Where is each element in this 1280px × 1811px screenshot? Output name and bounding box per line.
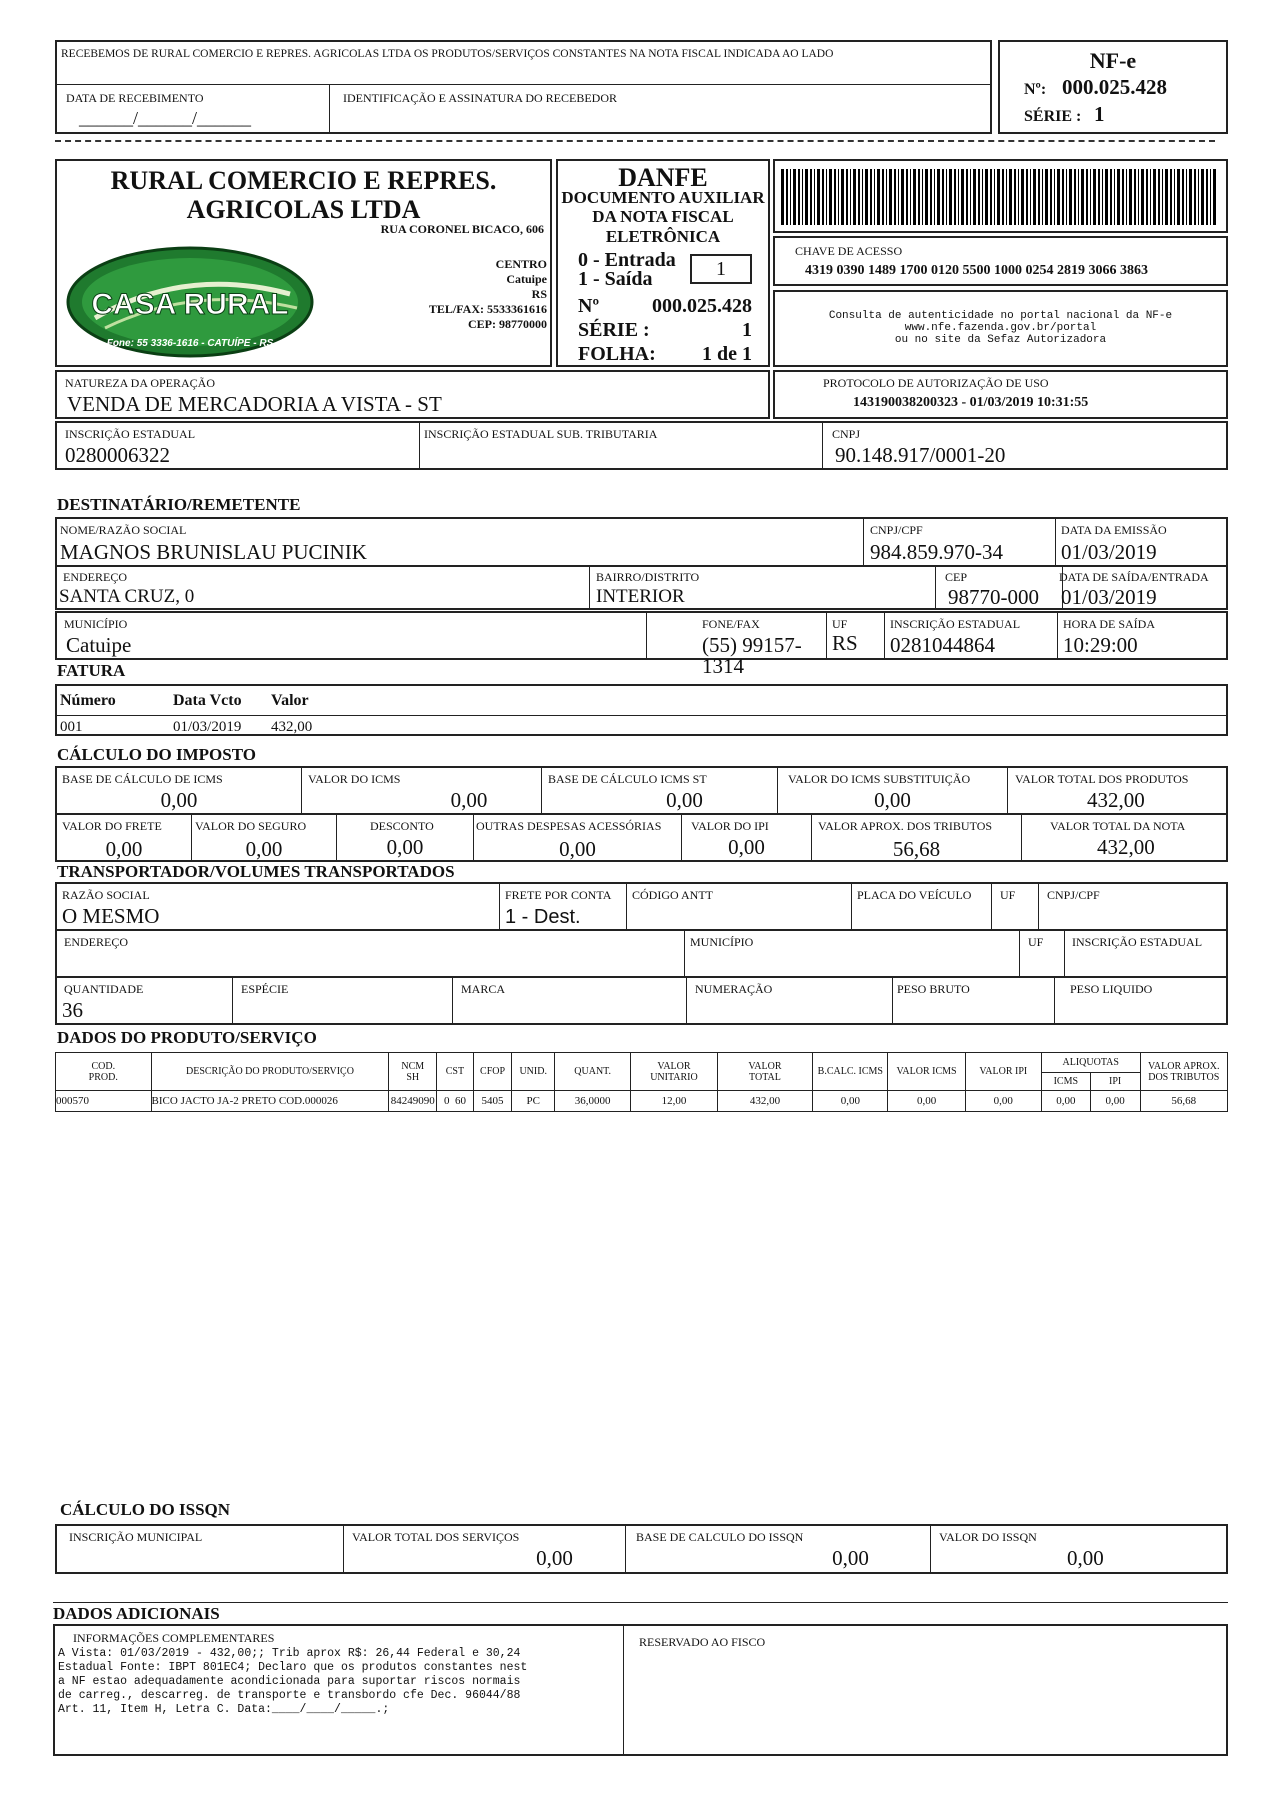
issqn-box <box>55 1524 1228 1574</box>
dest-emissao: 01/03/2019 <box>1061 540 1157 564</box>
issqn-im-label: INSCRIÇÃO MUNICIPAL <box>69 1530 203 1544</box>
destinatario-section: DESTINATÁRIO/REMETENTE <box>57 495 301 514</box>
transportador-section: TRANSPORTADOR/VOLUMES TRANSPORTADOS <box>57 862 455 881</box>
fatura-section: FATURA <box>57 661 126 680</box>
protocolo-box <box>773 370 1228 419</box>
transp-antt-label: CÓDIGO ANTT <box>632 888 713 902</box>
cnpj-valor: 90.148.917/0001-20 <box>835 443 1006 467</box>
transp-placa-label: PLACA DO VEÍCULO <box>857 888 972 902</box>
consulta-linha-2[interactable]: www.nfe.fazenda.gov.br/portal <box>904 322 1097 334</box>
total-nota: 432,00 <box>1097 835 1155 859</box>
consulta-linha-1: Consulta de autenticidade no portal nacional da NF-e <box>828 310 1173 322</box>
natureza-valor: VENDA DE MERCADORIA A VISTA - ST <box>67 392 442 416</box>
nfe-serie-label: SÉRIE : <box>1024 108 1082 125</box>
dest-endereco-label: ENDEREÇO <box>63 570 127 584</box>
emitente-cidade: Catuipe <box>506 272 547 286</box>
emitente-telefone: TEL/FAX: 5533361616 <box>428 302 547 316</box>
th-quant: QUANT. <box>555 1053 631 1091</box>
adicionais-section: DADOS ADICIONAIS <box>53 1604 220 1623</box>
emitente-uf: RS <box>531 287 547 301</box>
danfe-numero: 000.025.428 <box>652 295 752 317</box>
outras: 0,00 <box>559 837 596 861</box>
issqn-serv-label: VALOR TOTAL DOS SERVIÇOS <box>352 1530 520 1544</box>
dest-ie: 0281044864 <box>890 633 995 657</box>
consulta-box <box>773 290 1228 367</box>
emitente-endereco: RUA CORONEL BICACO, 606 <box>380 222 544 236</box>
dest-bairro-label: BAIRRO/DISTRITO <box>596 570 700 584</box>
bc-st-label: BASE DE CÁLCULO ICMS ST <box>548 772 707 786</box>
natureza-label: NATUREZA DA OPERAÇÃO <box>65 376 216 390</box>
issqn-iss-label: VALOR DO ISSQN <box>939 1530 1037 1544</box>
danfe-tipo: 1 <box>716 258 726 280</box>
transp-marca-label: MARCA <box>461 982 506 996</box>
item-bcalc: 0,00 <box>813 1091 888 1112</box>
issqn-section: CÁLCULO DO ISSQN <box>60 1500 231 1519</box>
icms-label: VALOR DO ICMS <box>308 772 401 786</box>
danfe-title: DANFE <box>618 163 708 192</box>
fatura-data: 01/03/2019 <box>173 719 242 735</box>
item-vtotal: 432,00 <box>717 1091 813 1112</box>
issqn-serv: 0,00 <box>536 1546 573 1570</box>
danfe-sub-1: DOCUMENTO AUXILIAR <box>561 188 765 207</box>
dest-endereco: SANTA CRUZ, 0 <box>59 586 195 607</box>
transp-numeracao-label: NUMERAÇÃO <box>695 982 773 996</box>
info-linha-2: Estadual Fonte: IBPT 801EC4; Declaro que os produtos constantes nest <box>58 1661 528 1674</box>
fatura-valor: 432,00 <box>271 719 313 735</box>
info-linha-5: Art. 11, Item H, Letra C. Data:____/____/_____.; <box>58 1703 390 1716</box>
transp-qtd: 36 <box>62 998 83 1022</box>
desconto-label: DESCONTO <box>370 819 434 833</box>
dest-bairro: INTERIOR <box>596 586 685 607</box>
casa-rural-logo <box>65 246 315 358</box>
fatura-box <box>55 684 1228 736</box>
dest-cep-label: CEP <box>945 570 968 584</box>
dest-cnpj-label: CNPJ/CPF <box>870 523 923 537</box>
icms-st: 0,00 <box>874 788 911 812</box>
transp-municipio-label: MUNICÍPIO <box>690 935 754 949</box>
dest-uf: RS <box>832 631 858 655</box>
dest-hora: 10:29:00 <box>1063 633 1138 657</box>
protocolo-valor: 143190038200323 - 01/03/2019 10:31:55 <box>853 395 1089 410</box>
barcode-icon <box>781 169 1221 225</box>
nfe-title: NF-e <box>1089 48 1137 73</box>
adicionais-box <box>53 1624 1228 1756</box>
transp-razao-label: RAZÃO SOCIAL <box>62 888 150 902</box>
danfe-entrada: 0 - Entrada <box>578 249 676 271</box>
danfe-folha-label: FOLHA: <box>578 343 656 365</box>
logo-subtext: Fone: 55 3336-1616 - CATUÍPE - RS <box>106 338 274 349</box>
transp-row-3 <box>55 976 1228 1025</box>
th-aliq-icms: ICMS <box>1041 1073 1090 1091</box>
th-cst: CST <box>437 1053 474 1091</box>
th-vtotal: VALOR TOTAL <box>717 1053 813 1091</box>
emitente-box <box>55 159 552 367</box>
transp-frete-label: FRETE POR CONTA <box>505 888 612 902</box>
nfe-serie: 1 <box>1094 102 1105 126</box>
th-aliq-ipi: IPI <box>1090 1073 1140 1091</box>
dest-saida: 01/03/2019 <box>1061 585 1157 609</box>
dest-municipio-label: MUNICÍPIO <box>64 617 128 631</box>
item-cfop: 5405 <box>473 1091 512 1112</box>
transp-uf2-label: UF <box>1028 935 1044 949</box>
item-ncm: 84249090 <box>389 1091 437 1112</box>
th-ncm: NCM SH <box>389 1053 437 1091</box>
seguro: 0,00 <box>245 837 283 861</box>
fatura-h-data: Data Vcto <box>173 692 242 709</box>
ipi: 0,00 <box>728 835 765 859</box>
item-vunit: 12,00 <box>631 1091 717 1112</box>
canhoto-nfe <box>998 40 1228 134</box>
th-vicms: VALOR ICMS <box>888 1053 965 1091</box>
data-recebimento-field[interactable]: ______/______/______ <box>79 108 252 128</box>
info-linha-1: A Vista: 01/03/2019 - 432,00;; Trib aprox R$: 26,44 Federal e 30,24 <box>58 1647 521 1660</box>
dest-cnpj: 984.859.970-34 <box>870 540 1003 564</box>
issqn-iss: 0,00 <box>1067 1546 1104 1570</box>
dest-municipio: Catuipe <box>66 633 132 657</box>
iest-label: INSCRIÇÃO ESTADUAL SUB. TRIBUTARIA <box>424 427 658 441</box>
cnpj-label: CNPJ <box>832 427 861 441</box>
item-trib: 56,68 <box>1140 1091 1228 1112</box>
item-unid: PC <box>512 1091 555 1112</box>
danfe-saida: 1 - Saída <box>578 268 653 290</box>
emitente-cep: CEP: 98770000 <box>468 317 547 331</box>
transp-razao: O MESMO <box>62 904 160 928</box>
danfe-tipo-box <box>690 254 752 284</box>
destinatario-row-2 <box>55 565 1228 610</box>
desconto: 0,00 <box>386 835 424 859</box>
bc-icms: 0,00 <box>160 788 198 812</box>
th-tributos: VALOR APROX. DOS TRIBUTOS <box>1140 1053 1228 1091</box>
produtos-section: DADOS DO PRODUTO/SERVIÇO <box>57 1028 317 1047</box>
nfe-numero-label: Nº: <box>1024 81 1047 98</box>
fatura-h-valor: Valor <box>271 692 309 709</box>
th-desc: DESCRIÇÃO DO PRODUTO/SERVIÇO <box>151 1053 389 1091</box>
dest-fone-label: FONE/FAX <box>702 617 760 631</box>
th-cod: COD. PROD. <box>56 1053 152 1091</box>
consulta-linha-3: ou no site da Sefaz Autorizadora <box>894 334 1107 346</box>
emitente-nome-2: AGRICOLAS LTDA <box>186 195 421 224</box>
transp-row-1 <box>55 882 1228 931</box>
transp-row-2 <box>55 929 1228 978</box>
logo-text: CASA RURAL <box>91 288 289 321</box>
dest-cep: 98770-000 <box>948 585 1039 609</box>
dest-nome-label: NOME/RAZÃO SOCIAL <box>60 523 187 537</box>
dest-ie-label: INSCRIÇÃO ESTADUAL <box>890 617 1021 631</box>
canhoto-recebimento <box>55 40 992 134</box>
th-cfop: CFOP <box>473 1053 512 1091</box>
canhoto-text: RECEBEMOS DE RURAL COMERCIO E REPRES. AGRICOLAS LTDA OS PRODUTOS/SERVIÇOS CONSTANTES NA NOTA FISCAL INDICADA AO LADO <box>61 48 834 60</box>
barcode-box <box>773 159 1228 233</box>
transp-qtd-label: QUANTIDADE <box>64 982 144 996</box>
frete-label: VALOR DO FRETE <box>62 819 162 833</box>
danfe-sub-3: ELETRÔNICA <box>605 227 721 246</box>
dest-hora-label: HORA DE SAÍDA <box>1063 617 1156 631</box>
item-cst: 0 60 <box>437 1091 474 1112</box>
protocolo-label: PROTOCOLO DE AUTORIZAÇÃO DE USO <box>823 376 1049 390</box>
chave-valor: 4319 0390 1489 1700 0120 5500 1000 0254 2819 3066 3863 <box>805 263 1148 278</box>
th-bcalc: B.CALC. ICMS <box>813 1053 888 1091</box>
th-vunit: VALOR UNITARIO <box>631 1053 717 1091</box>
destinatario-row-1 <box>55 517 1228 567</box>
tributos-label: VALOR APROX. DOS TRIBUTOS <box>818 819 993 833</box>
transp-endereco-label: ENDEREÇO <box>64 935 128 949</box>
icms-st-label: VALOR DO ICMS SUBSTITUIÇÃO <box>788 772 971 786</box>
ie-valor: 0280006322 <box>65 443 170 467</box>
outras-label: OUTRAS DESPESAS ACESSÓRIAS <box>476 819 662 833</box>
item-aicms: 0,00 <box>1041 1091 1090 1112</box>
ie-label: INSCRIÇÃO ESTADUAL <box>65 427 196 441</box>
produtos-table <box>55 1052 1228 1112</box>
danfe-serie: 1 <box>742 319 752 341</box>
fatura-numero: 001 <box>60 719 83 735</box>
transp-uf-label: UF <box>1000 888 1016 902</box>
ipi-label: VALOR DO IPI <box>691 819 769 833</box>
danfe-sub-2: DA NOTA FISCAL <box>592 207 734 226</box>
issqn-bc: 0,00 <box>832 1546 869 1570</box>
item-quant: 36,0000 <box>555 1091 631 1112</box>
th-unid: UNID. <box>512 1053 555 1091</box>
item-vicms: 0,00 <box>888 1091 965 1112</box>
imposto-row-2 <box>55 813 1228 862</box>
dest-nome: MAGNOS BRUNISLAU PUCINIK <box>60 540 367 564</box>
danfe-box <box>556 159 770 367</box>
frete: 0,00 <box>105 837 143 861</box>
seguro-label: VALOR DO SEGURO <box>195 819 307 833</box>
th-aliquotas: ALIQUOTAS <box>1041 1053 1140 1073</box>
item-desc: BICO JACTO JA-2 PRETO COD.000026 <box>151 1091 389 1112</box>
total-prod-label: VALOR TOTAL DOS PRODUTOS <box>1015 772 1189 786</box>
danfe-folha: 1 de 1 <box>702 343 752 365</box>
dest-emissao-label: DATA DA EMISSÃO <box>1061 523 1167 537</box>
th-vipi: VALOR IPI <box>965 1053 1041 1091</box>
icms: 0,00 <box>450 788 488 812</box>
fisco-label: RESERVADO AO FISCO <box>639 1635 766 1649</box>
transp-frete: 1 - Dest. <box>505 906 581 928</box>
nfe-numero: 000.025.428 <box>1062 75 1167 99</box>
item-vipi: 0,00 <box>965 1091 1041 1112</box>
total-nota-label: VALOR TOTAL DA NOTA <box>1050 819 1186 833</box>
tributos: 56,68 <box>892 837 941 861</box>
produtos-table-wrap <box>55 1052 1228 1112</box>
data-recebimento-label: DATA DE RECEBIMENTO <box>66 91 204 105</box>
bc-st: 0,00 <box>666 788 703 812</box>
item-aipi: 0,00 <box>1090 1091 1140 1112</box>
danfe-serie-label: SÉRIE : <box>578 319 650 341</box>
chave-label: CHAVE DE ACESSO <box>795 244 903 258</box>
table-row[interactable] <box>56 1091 1228 1112</box>
transp-especie-label: ESPÉCIE <box>241 982 289 996</box>
fatura-h-numero: Número <box>60 692 116 709</box>
info-linha-3: a NF estao adequadamente acondicionada para suportar riscos normais <box>58 1675 521 1688</box>
emitente-bairro: CENTRO <box>495 257 547 271</box>
inscricoes-box <box>55 421 1228 470</box>
item-cod: 000570 <box>56 1091 152 1112</box>
transp-ie-label: INSCRIÇÃO ESTADUAL <box>1072 935 1203 949</box>
issqn-bc-label: BASE DE CALCULO DO ISSQN <box>636 1530 804 1544</box>
imposto-section: CÁLCULO DO IMPOSTO <box>57 745 256 764</box>
dest-fone: (55) 99157-1314 <box>702 633 802 678</box>
danfe-numero-label: Nº <box>578 295 600 317</box>
dest-uf-label: UF <box>832 617 848 631</box>
dest-saida-label: DATA DE SAÍDA/ENTRADA <box>1059 570 1209 584</box>
total-prod: 432,00 <box>1087 788 1145 812</box>
identificacao-label: IDENTIFICAÇÃO E ASSINATURA DO RECEBEDOR <box>343 91 618 105</box>
cut-line <box>55 140 1215 142</box>
transp-peso-liq-label: PESO LIQUIDO <box>1070 982 1153 996</box>
transp-peso-bruto-label: PESO BRUTO <box>897 982 970 996</box>
chave-box <box>773 236 1228 286</box>
bc-icms-label: BASE DE CÁLCULO DE ICMS <box>62 772 223 786</box>
natureza-box <box>55 370 770 419</box>
transp-cnpj-label: CNPJ/CPF <box>1047 888 1100 902</box>
info-label: INFORMAÇÕES COMPLEMENTARES <box>73 1631 275 1645</box>
emitente-nome-1: RURAL COMERCIO E REPRES. <box>110 166 497 195</box>
imposto-row-1 <box>55 766 1228 815</box>
info-linha-4: de carreg., descarreg. de transporte e transbordo cfe Dec. 96044/88 <box>58 1689 521 1702</box>
